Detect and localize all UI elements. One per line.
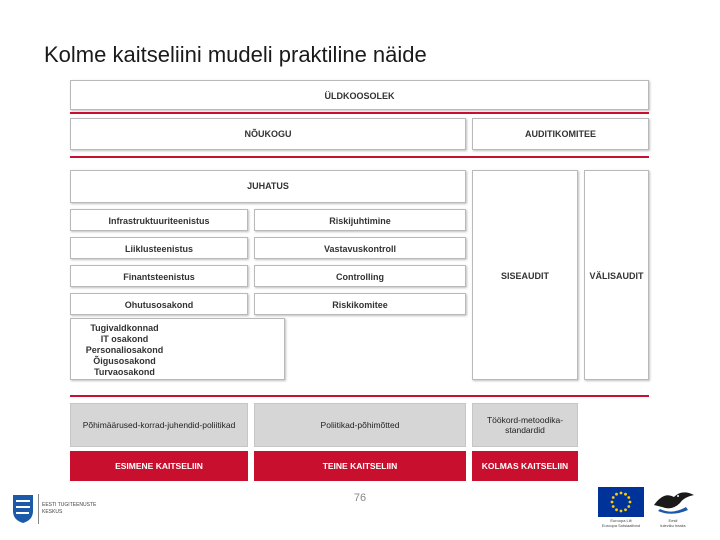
page-title: Kolme kaitseliini mudeli praktiline näide bbox=[44, 42, 427, 67]
unit-label: Infrastruktuuriteenistus bbox=[108, 216, 210, 226]
divider-line bbox=[70, 112, 649, 114]
unit-risk-management-box bbox=[254, 209, 466, 231]
external-audit-label: VÄLISAUDIT bbox=[589, 271, 644, 281]
unit-label: Ohutusosakond bbox=[124, 300, 194, 310]
estonia-caption bbox=[648, 518, 698, 528]
unit-safety-box bbox=[70, 293, 248, 315]
first-line-documents-box bbox=[70, 403, 248, 447]
estonian-swallow-icon bbox=[650, 487, 696, 517]
third-line-of-defence-label: KOLMAS KAITSELIIN bbox=[481, 461, 569, 471]
management-board-label: JUHATUS bbox=[247, 181, 289, 191]
support-unit-label: Personaliosakond bbox=[85, 345, 164, 355]
support-unit-label: Tugivaldkonnad bbox=[90, 323, 159, 333]
audit-committee-label: AUDITIKOMITEE bbox=[525, 129, 596, 139]
unit-compliance-box bbox=[254, 237, 466, 259]
page-number: 76 bbox=[353, 492, 367, 504]
second-line-documents-box bbox=[254, 403, 466, 447]
estonian-coat-of-arms-icon bbox=[12, 494, 34, 524]
supervisory-board-label: NÕUKOGU bbox=[244, 129, 292, 139]
third-line-documents-box bbox=[472, 403, 578, 447]
unit-label: Riskikomitee bbox=[332, 300, 388, 310]
support-unit-label: Õigusosakond bbox=[93, 356, 156, 366]
logo-text-line: KESKUS bbox=[42, 509, 63, 515]
eu-flag-icon bbox=[598, 487, 644, 517]
unit-label: Vastavuskontroll bbox=[323, 244, 397, 254]
estonia-caption-line: Eesti bbox=[668, 518, 678, 523]
first-line-of-defence-box bbox=[70, 451, 248, 481]
eu-caption-line: Euroopa Liit bbox=[610, 518, 632, 523]
support-unit-label: IT osakond bbox=[100, 334, 149, 344]
unit-label: Finantsteenistus bbox=[123, 272, 195, 282]
general-meeting-box bbox=[70, 80, 649, 110]
management-board-box bbox=[70, 170, 466, 203]
external-audit-box bbox=[584, 170, 649, 380]
eu-caption bbox=[592, 518, 650, 528]
supervisory-board-box bbox=[70, 118, 466, 150]
audit-committee-box bbox=[472, 118, 649, 150]
support-units-box bbox=[70, 318, 285, 380]
unit-infrastructure-box bbox=[70, 209, 248, 231]
logo-text-line: EESTI TUGITEENUSTE bbox=[42, 502, 97, 508]
general-meeting-label: ÜLDKOOSOLEK bbox=[324, 91, 395, 101]
first-line-documents-label: Põhimäärused-korrad-juhendid-poliitikad bbox=[82, 420, 236, 430]
logo-divider bbox=[38, 494, 39, 524]
third-line-documents-label: Töökord-metoodika-standardid bbox=[486, 415, 564, 435]
internal-audit-label: SISEAUDIT bbox=[500, 271, 550, 281]
second-line-of-defence-label: TEINE KAITSELIIN bbox=[322, 461, 398, 471]
unit-label: Liiklusteenistus bbox=[124, 244, 194, 254]
divider-line bbox=[70, 156, 649, 158]
eu-caption-line: Euroopa Sotsiaalfond bbox=[601, 523, 641, 528]
internal-audit-box bbox=[472, 170, 578, 380]
estonia-caption-line: tuleviku heaks bbox=[660, 523, 686, 528]
unit-label: Riskijuhtimine bbox=[329, 216, 391, 226]
divider-line bbox=[70, 395, 649, 397]
first-line-of-defence-label: ESIMENE KAITSELIIN bbox=[115, 461, 203, 471]
second-line-documents-label: Poliitikad-põhimõtted bbox=[320, 420, 400, 430]
unit-controlling-box bbox=[254, 265, 466, 287]
organization-logo-text bbox=[42, 502, 96, 516]
support-unit-label: Turvaosakond bbox=[94, 367, 155, 377]
unit-finance-box bbox=[70, 265, 248, 287]
unit-label: Controlling bbox=[336, 272, 384, 282]
unit-traffic-box bbox=[70, 237, 248, 259]
third-line-of-defence-box bbox=[472, 451, 578, 481]
unit-risk-committee-box bbox=[254, 293, 466, 315]
second-line-of-defence-box bbox=[254, 451, 466, 481]
